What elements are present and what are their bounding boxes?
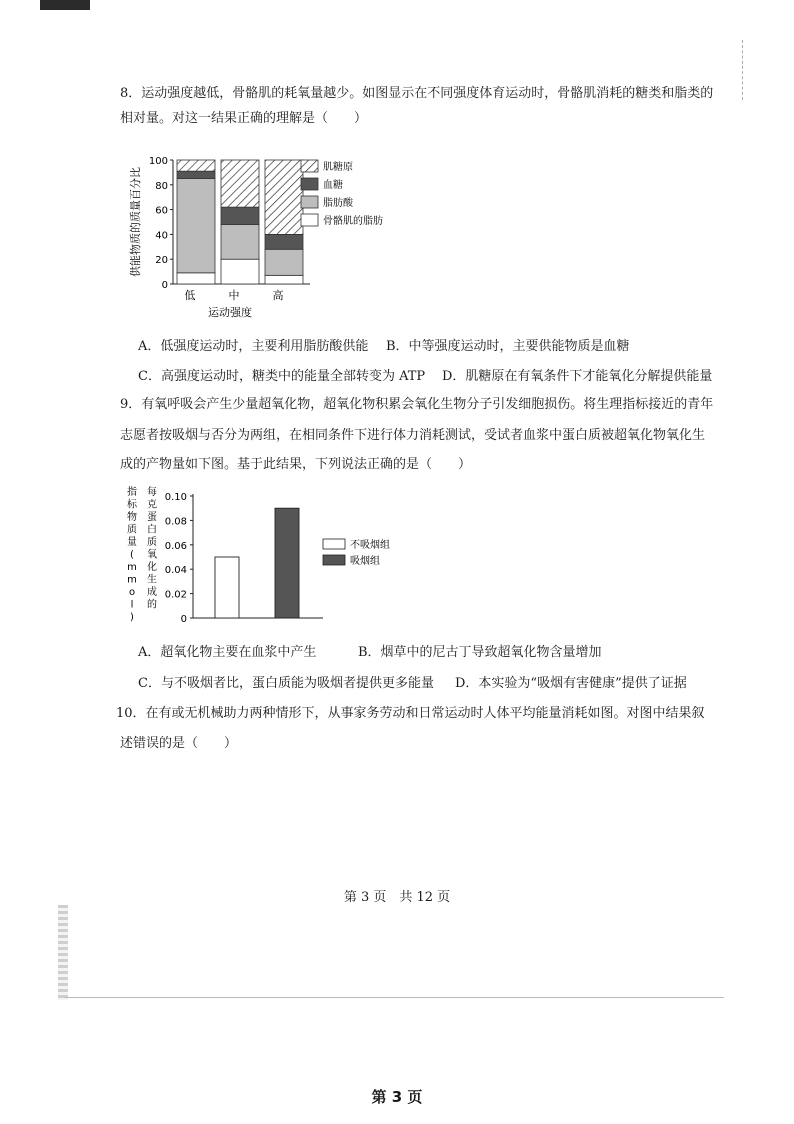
y-axis-title-outer-char: 物 <box>127 512 137 523</box>
stacked-bar-segment <box>221 259 259 284</box>
x-axis-title: 运动强度 <box>208 306 252 319</box>
stacked-bar-segment <box>177 273 215 284</box>
y-tick-label: 40 <box>155 230 168 242</box>
y-axis-title-inner-char: 成 <box>147 587 157 598</box>
legend-swatch <box>301 178 318 190</box>
x-tick-label: 低 <box>184 289 196 302</box>
y-axis-title-outer-char: 量 <box>127 537 137 548</box>
y-tick-label: 60 <box>155 205 168 217</box>
y-tick-label: 0 <box>161 280 168 291</box>
q10-stem-line1: 10．在有或无机械助力两种情形下，从事家务劳动和日常运动时人体平均能量消耗如图。对图中结果叙 <box>116 706 705 721</box>
y-tick-label: 80 <box>155 180 168 192</box>
legend-swatch <box>301 160 318 172</box>
scan-artifact-bottom <box>64 997 724 998</box>
legend-swatch <box>323 555 345 565</box>
q8-option-c: C．高强度运动时，糖类中的能量全部转变为 ATP <box>138 369 426 384</box>
y-axis-title-outer-char: 质 <box>127 524 137 536</box>
scan-artifact-left <box>58 905 68 1000</box>
y-tick-label: 20 <box>155 255 168 267</box>
y-axis-title-inner-char: 蛋 <box>147 512 157 523</box>
y-axis-title: 供能物质的质量百分比 <box>129 167 142 277</box>
legend-label: 不吸烟组 <box>350 540 390 551</box>
y-tick-label: 0.08 <box>164 516 187 528</box>
y-axis-title-outer-char: 指 <box>127 487 137 498</box>
scan-artifact-top <box>40 0 90 10</box>
y-axis-title-inner-char: 生 <box>147 574 157 586</box>
q9-stem-line3: 成的产物量如下图。基于此结果，下列说法正确的是（ ） <box>120 457 472 472</box>
legend-swatch <box>323 539 345 549</box>
q9-stem-line1: 9．有氧呼吸会产生少量超氧化物，超氧化物积累会氧化生物分子引发细胞损伤。将生理指标接近的青年 <box>120 397 714 412</box>
y-axis-title-inner-char: 每 <box>147 487 157 498</box>
page-footer: 第 3 页 共 12 页 <box>343 890 451 905</box>
legend-swatch <box>301 214 318 226</box>
legend-label: 肌糖原 <box>323 162 353 173</box>
q9-option-d: D．本实验为“吸烟有害健康”提供了证据 <box>455 676 687 691</box>
q8-option-d: D．肌糖原在有氧条件下才能氧化分解提供能量 <box>442 369 713 384</box>
x-tick-label: 中 <box>228 289 240 302</box>
legend-label: 吸烟组 <box>350 556 380 567</box>
legend-swatch <box>301 196 318 208</box>
y-axis-title-outer-char: o <box>128 587 136 598</box>
q9-option-b: B．烟草中的尼古丁导致超氧化物含量增加 <box>358 645 602 660</box>
bar <box>275 508 299 618</box>
y-tick-label: 0.10 <box>164 492 187 503</box>
stacked-bar-segment <box>221 224 259 259</box>
stacked-bar-segment <box>265 234 303 249</box>
y-axis-title-inner-char: 氧 <box>147 549 157 561</box>
y-tick-label: 0.04 <box>164 565 187 577</box>
y-axis-title-inner-char: 化 <box>147 562 157 573</box>
legend-label: 脂肪酸 <box>323 198 353 209</box>
stacked-bar-segment <box>221 160 259 207</box>
q10-stem-line2: 述错误的是（ ） <box>120 736 238 751</box>
x-tick-label: 高 <box>272 289 284 302</box>
q8-stem-line2: 相对量。对这一结果正确的理解是（ ） <box>120 111 368 126</box>
y-axis-title-outer-char: l <box>130 599 134 611</box>
y-axis-title-outer-char: ( <box>130 549 134 561</box>
y-tick-label: 0.02 <box>164 589 187 601</box>
q8-stem-line1: 8．运动强度越低，骨骼肌的耗氧量越少。如图显示在不同强度体育运动时，骨骼肌消耗的糖类和脂类的 <box>120 86 714 101</box>
y-axis-title-outer-char: m <box>127 574 137 586</box>
page-number-label: 第 3 页 <box>371 1088 423 1106</box>
y-axis-title-inner-char: 克 <box>147 499 157 511</box>
stacked-bar-segment <box>177 179 215 273</box>
scan-artifact-right <box>742 40 746 100</box>
y-axis-title-inner-char: 的 <box>147 599 157 611</box>
q9-option-c: C．与不吸烟者比，蛋白质能为吸烟者提供更多能量 <box>138 676 434 691</box>
q9-option-a: A．超氧化物主要在血浆中产生 <box>138 645 317 660</box>
y-axis-title-inner-char: 质 <box>147 537 157 548</box>
q8-option-a: A．低强度运动时，主要利用脂肪酸供能 <box>138 339 369 354</box>
legend-label: 血糖 <box>323 180 343 191</box>
q8-option-b: B．中等强度运动时，主要供能物质是血糖 <box>386 339 630 354</box>
stacked-bar-segment <box>177 171 215 178</box>
y-axis-title-inner-char: 白 <box>147 524 157 536</box>
y-axis-title-outer-char: 标 <box>127 499 137 511</box>
stacked-bar-segment <box>177 160 215 171</box>
q9-stem-line2: 志愿者按吸烟与否分为两组，在相同条件下进行体力消耗测试，受试者血浆中蛋白质被超氧化物氧化生 <box>120 428 706 443</box>
y-tick-label: 0.06 <box>164 540 187 552</box>
stacked-bar-segment <box>265 275 303 284</box>
stacked-bar-segment <box>221 207 259 224</box>
legend-label: 骨骼肌的脂肪 <box>323 216 383 227</box>
y-tick-label: 100 <box>148 156 168 167</box>
bar <box>215 557 239 618</box>
y-axis-title-outer-char: m <box>127 562 137 573</box>
q9-bar-chart <box>118 483 448 633</box>
stacked-bar-segment <box>265 160 303 234</box>
y-axis-title-outer-char: ) <box>130 612 134 623</box>
stacked-bar-segment <box>265 249 303 275</box>
q8-stacked-bar-chart <box>125 148 425 328</box>
y-tick-label: 0 <box>180 614 187 625</box>
